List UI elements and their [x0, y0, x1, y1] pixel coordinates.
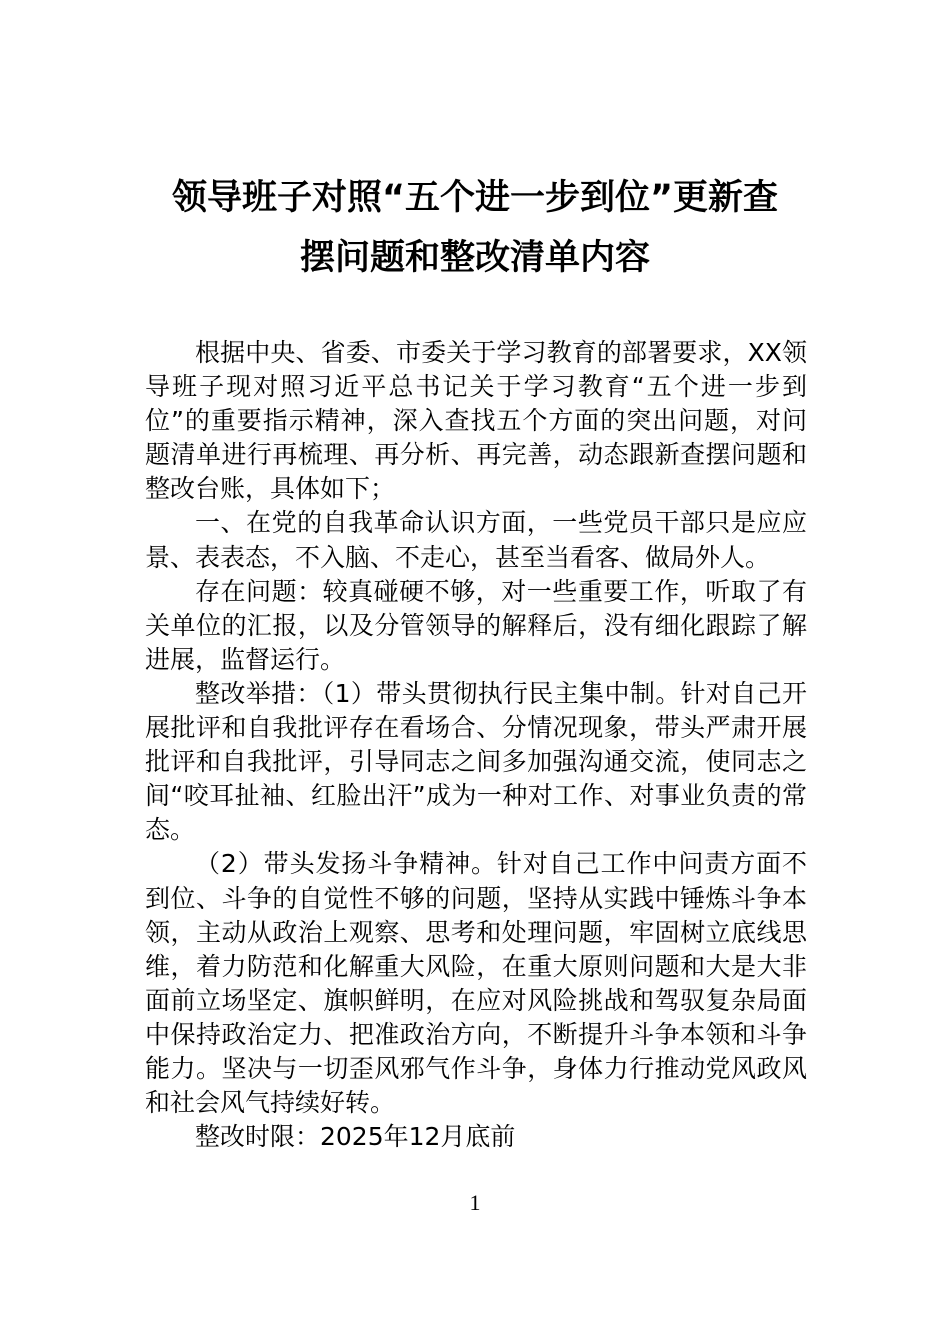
document-title: [145, 168, 805, 288]
page-number: 1: [469, 1190, 481, 1215]
title-line-2: 摆问题和整改清单内容: [299, 238, 650, 278]
paragraph-section-heading: 一、在党的自我革命认识方面，一些党员干部只是应应景、表表态，不入脑、不走心，甚至当看客、做局外人。: [145, 508, 807, 572]
document-body: [145, 336, 807, 1154]
paragraph-intro: 根据中央、省委、市委关于学习教育的部署要求，XX领导班子现对照习近平总书记关于学习教育“五个进一步到位”的重要指示精神，深入查找五个方面的突出问题，对问题清单进行再梳理、再分析、再完善，动态跟新查摆问题和整改台账，具体如下；: [145, 338, 807, 504]
paragraph-deadline: 整改时限：2025年12月底前: [195, 1122, 516, 1152]
paragraph-existing-problem: 存在问题：较真碰硬不够，对一些重要工作，听取了有关单位的汇报，以及分管领导的解释后，没有细化跟踪了解进展，监督运行。: [145, 576, 807, 674]
paragraph-measure-2: （2）带头发扬斗争精神。针对自己工作中问责方面不到位、斗争的自觉性不够的问题，坚持从实践中锤炼斗争本领，主动从政治上观察、思考和处理问题，牢固树立底线思维，着力防范和化解重大风险，在重大原则问题和大是大非面前立场坚定、旗帜鲜明，在应对风险挑战和驾驭复杂局面中保持政治定力、把准政治方向，不断提升斗争本领和斗争能力。坚决与一切歪风邪气作斗争，身体力行推动党风政风和社会风气持续好转。: [145, 849, 807, 1118]
title-line-1: 领导班子对照“五个进一步到位”更新查: [171, 178, 778, 218]
paragraph-measure-1: 整改举措：（1）带头贯彻执行民主集中制。针对自己开展批评和自我批评存在看场合、分情况现象，带头严肃开展批评和自我批评，引导同志之间多加强沟通交流，使同志之间“咬耳扯袖、红脸出汗”成为一种对工作、对事业负责的常态。: [145, 678, 807, 845]
